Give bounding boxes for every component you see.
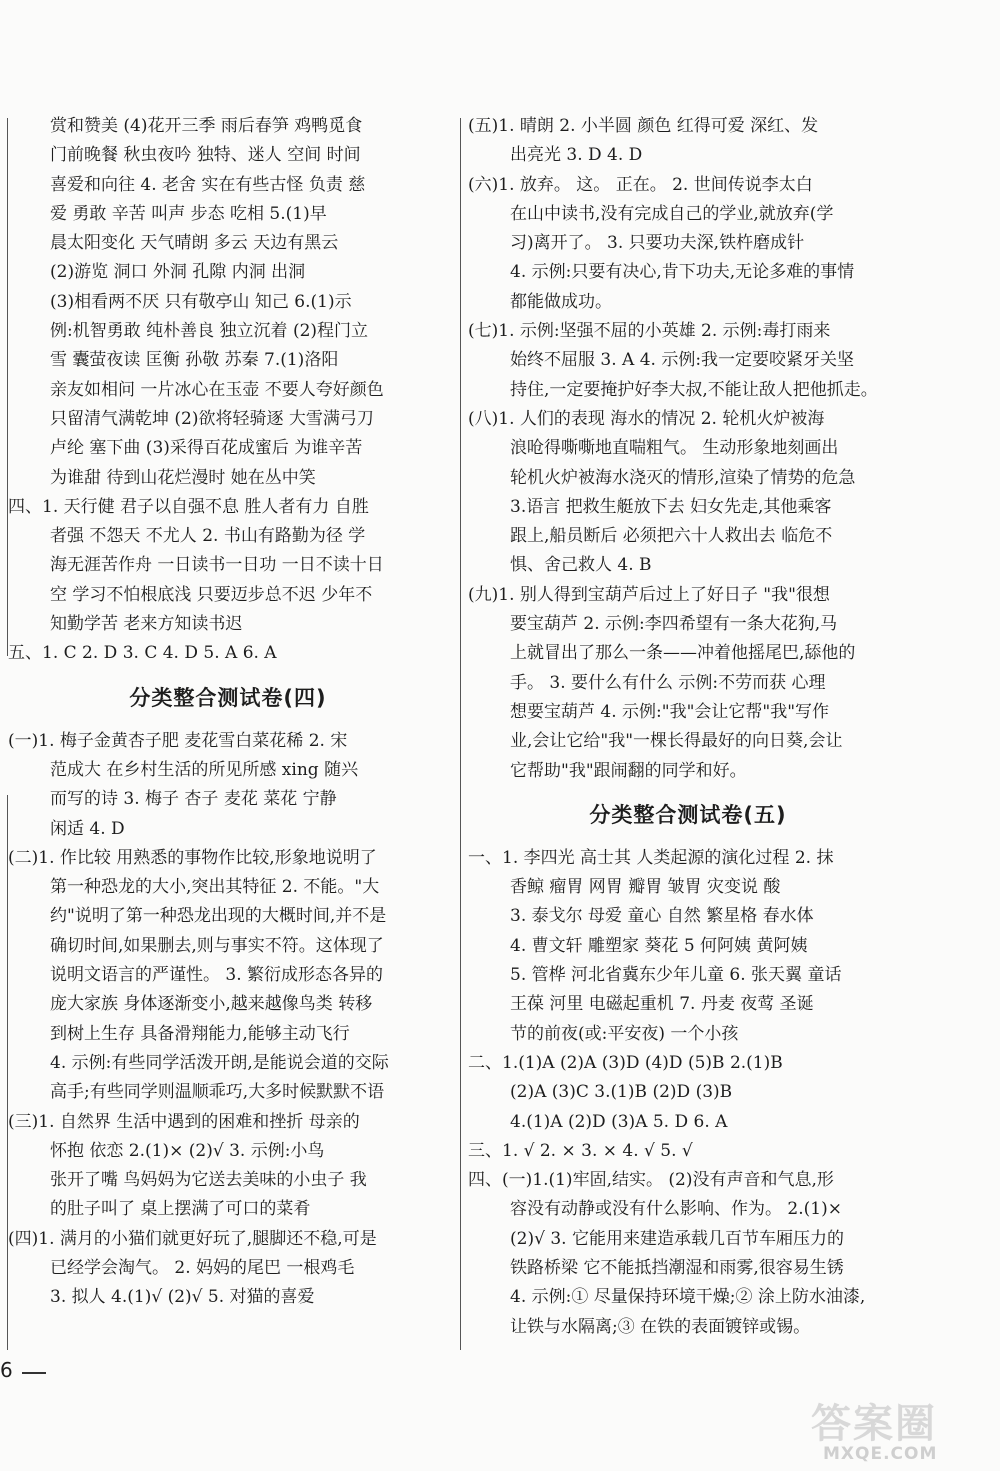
answer-line: 4. 曹文轩 雕塑家 葵花 5 何阿姨 黄阿姨 bbox=[510, 935, 808, 956]
answer-line: 亲友如相问 一片冰心在玉壶 不要人夸好颜色 bbox=[50, 379, 384, 400]
answer-line: 范成大 在乡村生活的所见所感 xing 随兴 bbox=[50, 759, 359, 780]
answer-line: 五、1. C 2. D 3. C 4. D 5. A 6. A bbox=[8, 643, 277, 664]
answer-line: 门前晚餐 秋虫夜吟 独特、迷人 空间 时间 bbox=[50, 145, 361, 166]
answer-line: 3. 拟人 4.(1)√ (2)√ 5. 对猫的喜爱 bbox=[50, 1287, 315, 1308]
answer-block-part-7 bbox=[468, 317, 908, 405]
answer-line: 它帮助"我"跟闹翻的同学和好。 bbox=[510, 760, 747, 781]
answer-line: 说明文语言的严谨性。 3. 繁衍成形态各异的 bbox=[50, 965, 384, 986]
section-heading-test-4: 分类整合测试卷(四) bbox=[129, 685, 327, 710]
answer-line: (2)√ 3. 它能用来建造承载几百节车厢压力的 bbox=[510, 1228, 844, 1249]
answer-line: 空 学习不怕根底浅 只要迈步总不迟 少年不 bbox=[50, 584, 373, 605]
answer-line: 为谁甜 待到山花烂漫时 她在丛中笑 bbox=[50, 467, 316, 488]
answer-block-section-3 bbox=[468, 1137, 908, 1166]
answer-line: 赏和赞美 (4)花开三季 雨后春笋 鸡鸭觅食 bbox=[50, 116, 363, 136]
answer-line: 爱 勇敢 辛苦 叫声 步态 吃相 5.(1)早 bbox=[50, 203, 327, 224]
answer-line: (五)1. 晴朗 2. 小半圆 颜色 红得可爱 深红、发 bbox=[468, 116, 819, 136]
answer-line: (一)1. 梅子金黄杏子肥 麦花雪白菜花稀 2. 宋 bbox=[8, 730, 348, 751]
answer-line: 3. 泰戈尔 母爱 童心 自然 繁星格 春水体 bbox=[510, 906, 814, 927]
answer-line: 例:机智勇敢 纯朴善良 独立沉着 (2)程门立 bbox=[50, 321, 369, 342]
answer-line: (四)1. 满月的小猫们就更好玩了,腿脚还不稳,可是 bbox=[8, 1228, 377, 1249]
watermark-logo bbox=[805, 1392, 995, 1467]
answer-line: 浪呛得嘶嘶地直喘粗气。 生动形象地刻画出 bbox=[510, 438, 839, 459]
answer-line: 第一种恐龙的大小,突出其特征 2. 不能。"大 bbox=[50, 877, 380, 898]
answer-line: (七)1. 示例:坚强不屈的小英雄 2. 示例:毒打雨来 bbox=[468, 321, 831, 342]
answer-block-section-4 bbox=[8, 493, 448, 639]
answer-line: 跟上,船员断后 必须把六十人救出去 临危不 bbox=[510, 526, 833, 547]
answer-line: (2)A (3)C 3.(1)B (2)D (3)B bbox=[510, 1082, 733, 1103]
answer-line: 惧、舍己救人 4. B bbox=[510, 555, 652, 576]
answer-block-part-8 bbox=[468, 405, 908, 581]
answer-line: 4. 示例:只要有决心,肯下功夫,无论多难的事情 bbox=[510, 262, 855, 283]
answer-block-continued bbox=[8, 112, 448, 493]
answer-block-section-2 bbox=[468, 1049, 908, 1137]
answer-line: 王葆 河里 电磁起重机 7. 丹麦 夜莺 圣诞 bbox=[510, 994, 814, 1015]
answer-line: 业,会让它给"我"一棵长得最好的向日葵,会让 bbox=[510, 731, 843, 752]
answer-line: 闲适 4. D bbox=[50, 818, 125, 839]
answer-line: 已经学会淘气。 2. 妈妈的尾巴 一根鸡毛 bbox=[50, 1257, 355, 1278]
answer-line: 轮机火炉被海水浇灭的情形,渲染了情势的危急 bbox=[510, 467, 856, 488]
answer-line: 而写的诗 3. 梅子 杏子 麦花 菜花 宁静 bbox=[50, 789, 337, 810]
watermark-text: 答案圈 bbox=[811, 1401, 937, 1447]
right-column bbox=[468, 112, 908, 1342]
answer-line: (八)1. 人们的表现 海水的情况 2. 轮机火炉被海 bbox=[468, 408, 825, 429]
answer-line: 卢纶 塞下曲 (3)采得百花成蜜后 为谁辛苦 bbox=[50, 438, 363, 459]
answer-block-section-1 bbox=[468, 844, 908, 1049]
answer-line: 一、1. 李四光 高士其 人类起源的演化过程 2. 抹 bbox=[468, 847, 834, 868]
answer-line: 4. 示例:有些同学活泼开朗,是能说会道的交际 bbox=[50, 1052, 389, 1073]
answer-line: 始终不屈服 3. A 4. 示例:我一定要咬紧牙关坚 bbox=[510, 350, 855, 371]
answer-line: 要宝葫芦 2. 示例:李四希望有一条大花狗,马 bbox=[510, 614, 838, 635]
answer-block-part-1 bbox=[8, 727, 448, 844]
answer-line: (3)相看两不厌 只有敬亭山 知己 6.(1)示 bbox=[50, 291, 352, 312]
answer-line: 二、1.(1)A (2)A (3)D (4)D (5)B 2.(1)B bbox=[468, 1052, 783, 1073]
section-heading-test-5: 分类整合测试卷(五) bbox=[589, 802, 787, 827]
answer-line: 海无涯苦作舟 一日读书一日功 一日不读十日 bbox=[50, 555, 384, 576]
answer-line: 出亮光 3. D 4. D bbox=[510, 145, 643, 166]
answer-line: 雪 囊萤夜读 匡衡 孙敬 苏秦 7.(1)洛阳 bbox=[50, 350, 339, 371]
answer-line: 四、(一)1.(1)牢固,结实。 (2)没有声音和气息,形 bbox=[468, 1170, 834, 1191]
page-number: 6 bbox=[0, 1358, 13, 1382]
answer-line: (六)1. 放弃。 这。 正在。 2. 世间传说李太白 bbox=[468, 174, 813, 195]
answer-line: 容没有动静或没有什么影响、作为。 2.(1)× bbox=[510, 1199, 842, 1220]
watermark-url: MXQE.COM bbox=[823, 1444, 938, 1464]
answer-line: 高手;有些同学则温顺乖巧,大多时候默默不语 bbox=[50, 1082, 385, 1103]
answer-line: 铁路桥梁 它不能抵挡潮湿和雨雾,很容易生锈 bbox=[510, 1257, 844, 1278]
answer-line: 持住,一定要掩护好李大叔,不能让敌人把他抓走。 bbox=[510, 379, 878, 400]
answer-line: 习)离开了。 3. 只要功夫深,铁杵磨成针 bbox=[510, 233, 805, 254]
answer-line: 到树上生存 具备滑翔能力,能够主动飞行 bbox=[50, 1023, 350, 1044]
answer-line: 确切时间,如果删去,则与事实不符。这体现了 bbox=[50, 935, 384, 956]
answer-line: 晨太阳变化 天气晴朗 多云 天边有黑云 bbox=[50, 233, 339, 254]
answer-line: 4.(1)A (2)D (3)A 5. D 6. A bbox=[510, 1111, 728, 1132]
answer-block-section-5 bbox=[8, 639, 448, 668]
answer-line: 约"说明了第一种恐龙出现的大概时间,并不是 bbox=[50, 906, 387, 927]
answer-line: 只留清气满乾坤 (2)欲将轻骑逐 大雪满弓刀 bbox=[50, 408, 374, 429]
answer-line: 节的前夜(或:平安夜) 一个小孩 bbox=[510, 1023, 739, 1044]
answer-line: 的肚子叫了 桌上摆满了可口的菜肴 bbox=[50, 1199, 311, 1220]
answer-line: 都能做成功。 bbox=[510, 291, 612, 312]
left-column bbox=[8, 112, 448, 1313]
answer-line: 三、1. √ 2. × 3. × 4. √ 5. √ bbox=[468, 1140, 693, 1161]
answer-line: (2)游览 洞口 外洞 孔隙 内洞 出洞 bbox=[50, 262, 306, 283]
answer-line: 3.语言 把救生艇放下去 妇女先走,其他乘客 bbox=[510, 496, 832, 517]
answer-line: (二)1. 作比较 用熟悉的事物作比较,形象地说明了 bbox=[8, 847, 377, 868]
answer-line: 4. 示例:① 尽量保持环境干燥;② 涂上防水油漆, bbox=[510, 1287, 866, 1308]
answer-line: 让铁与水隔离;③ 在铁的表面镀锌或锡。 bbox=[510, 1316, 811, 1337]
answer-line: 四、1. 天行健 君子以自强不息 胜人者有力 自胜 bbox=[8, 496, 369, 517]
answer-line: 手。 3. 要什么有什么 示例:不劳而获 心理 bbox=[510, 672, 826, 693]
answer-block-part-9 bbox=[468, 581, 908, 786]
answer-line: 上就冒出了那么一条——冲着他摇尾巴,舔他的 bbox=[510, 643, 856, 664]
answer-block-part-4 bbox=[8, 1225, 448, 1313]
answer-line: 知勤学苦 老来方知读书迟 bbox=[50, 614, 243, 635]
answer-line: 怀抱 依恋 2.(1)× (2)√ 3. 示例:小鸟 bbox=[50, 1140, 325, 1161]
answer-line: 想要宝葫芦 4. 示例:"我"会让它帮"我"写作 bbox=[510, 701, 830, 722]
answer-block-part-3 bbox=[8, 1108, 448, 1225]
answer-line: (九)1. 别人得到宝葫芦后过上了好日子 "我"很想 bbox=[468, 584, 830, 605]
answer-line: 喜爱和向往 4. 老舍 实在有些古怪 负责 慈 bbox=[50, 174, 366, 195]
column-divider bbox=[460, 118, 461, 1350]
page-number-dash bbox=[22, 1372, 46, 1374]
answer-block-part-6 bbox=[468, 171, 908, 317]
answer-line: 者强 不怨天 不尤人 2. 书山有路勤为径 学 bbox=[50, 526, 366, 547]
answer-line: 张开了嘴 鸟妈妈为它送去美味的小虫子 我 bbox=[50, 1170, 367, 1191]
answer-line: 庞大家族 身体逐渐变小,越来越像鸟类 转移 bbox=[50, 994, 373, 1015]
answer-line: 香鲸 瘤胃 网胃 瓣胃 皱胃 灾变说 酸 bbox=[510, 877, 781, 898]
answer-block-section-4-right bbox=[468, 1166, 908, 1342]
answer-line: 5. 管桦 河北省冀东少年儿童 6. 张天翼 童话 bbox=[510, 965, 842, 986]
answer-block-part-5 bbox=[468, 112, 908, 171]
answer-block-part-2 bbox=[8, 844, 448, 1108]
answer-line: 在山中读书,没有完成自己的学业,就放弃(学 bbox=[510, 203, 834, 224]
answer-line: (三)1. 自然界 生活中遇到的困难和挫折 母亲的 bbox=[8, 1111, 360, 1132]
